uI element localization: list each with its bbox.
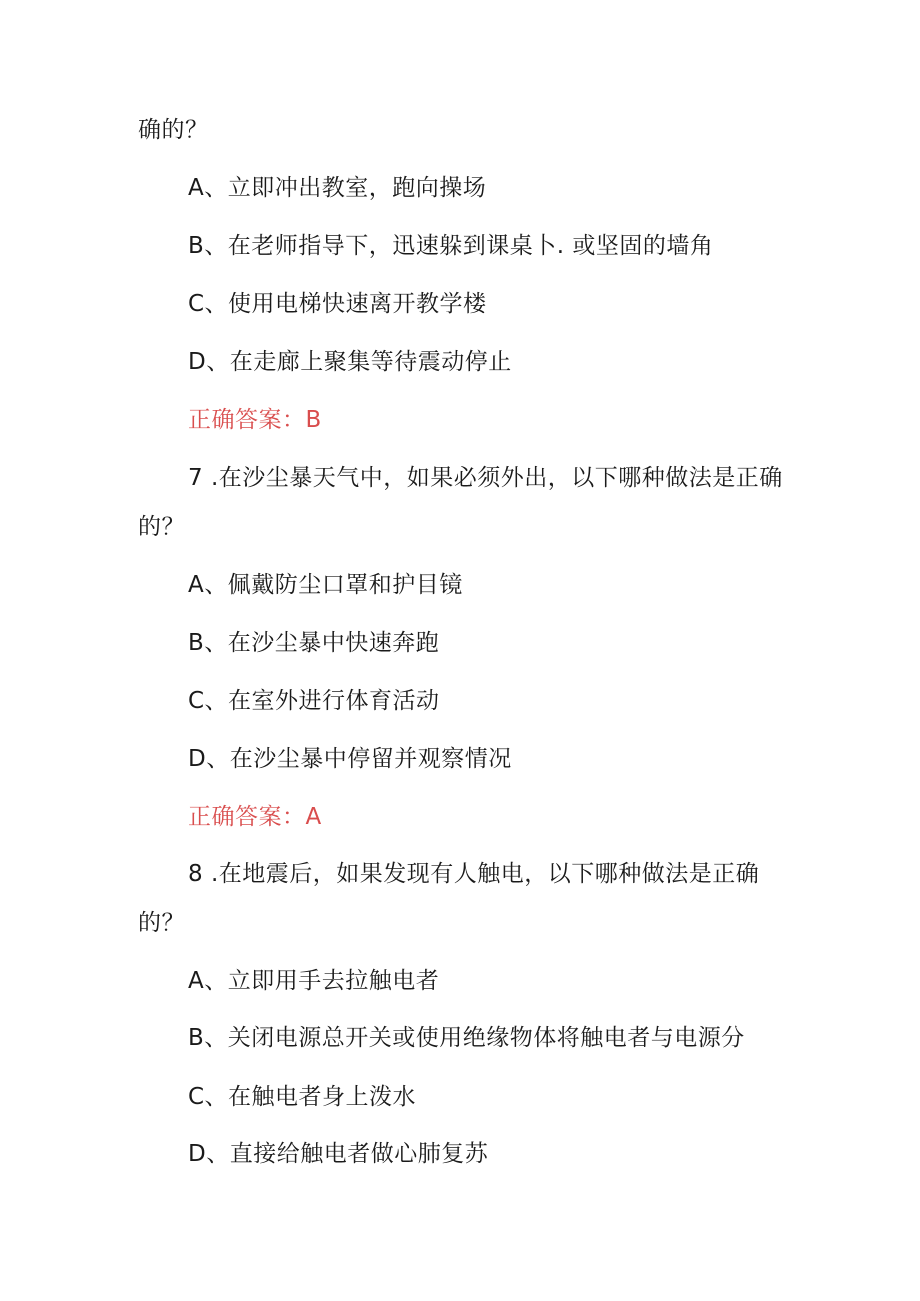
- q8-stem-line2: 的？: [138, 910, 185, 936]
- question-fragment: 确的？: [138, 117, 209, 143]
- q6-answer: 正确答案：B: [188, 407, 322, 433]
- q8-option-a: A、立即用手去拉触电者: [188, 968, 440, 994]
- q7-answer: 正确答案：A: [188, 804, 322, 830]
- q6-option-a: A、立即冲出教室，跑向操场: [188, 175, 487, 201]
- q6-option-b: B、在老师指导下，迅速躲到课桌卜. 或坚固的墙角: [188, 233, 714, 259]
- q7-option-b: B、在沙尘暴中快速奔跑: [188, 630, 440, 656]
- q8-stem-line1: 8 .在地震后，如果发现有人触电，以下哪种做法是正确: [188, 861, 760, 887]
- q7-option-c: C、在室外进行体育活动: [188, 688, 440, 714]
- q6-option-c: C、使用电梯快速离开教学楼: [188, 291, 487, 317]
- q7-option-d: D、在沙尘暴中停留并观察情况: [188, 746, 512, 772]
- q6-option-d: D、在走廊上聚集等待震动停止: [188, 349, 512, 375]
- q8-option-b: B、关闭电源总开关或使用绝缘物体将触电者与电源分: [188, 1025, 745, 1051]
- q7-option-a: A、佩戴防尘口罩和护目镜: [188, 572, 463, 598]
- q7-stem-line1: 7 .在沙尘暴天气中，如果必须外出，以下哪种做法是正确: [188, 465, 783, 491]
- q7-stem-line2: 的？: [138, 514, 185, 540]
- q8-option-d: D、直接给触电者做心肺复苏: [188, 1141, 489, 1167]
- q8-option-c: C、在触电者身上泼水: [188, 1084, 417, 1110]
